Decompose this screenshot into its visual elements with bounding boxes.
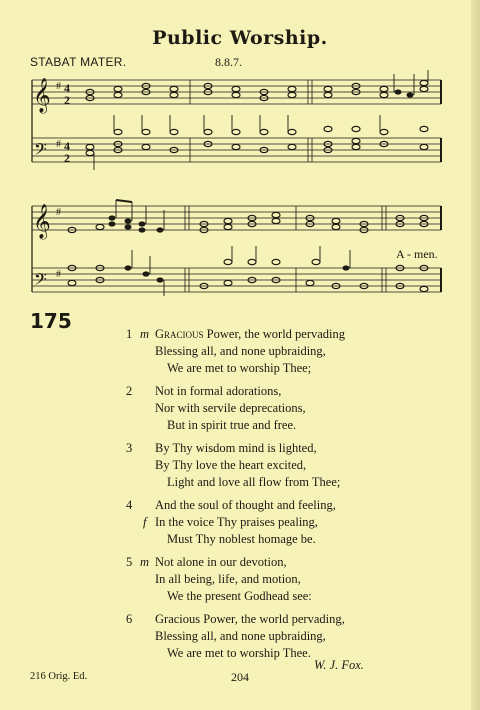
verse-1-dynamic: m bbox=[140, 327, 150, 341]
svg-text:𝄞: 𝄞 bbox=[33, 204, 51, 239]
verse-4-line-1: And the soul of thought and feeling, bbox=[155, 498, 336, 512]
verse-1-line-1: Gracious Power, the world pervading bbox=[155, 327, 346, 341]
page-header: Public Worship. bbox=[152, 27, 328, 49]
verse-5-line-3: We the present Godhead see: bbox=[167, 589, 312, 603]
verse-4-line-3: Must Thy noblest homage be. bbox=[167, 532, 316, 546]
verse-1-number: 1 bbox=[126, 327, 133, 341]
verse-2-line-2: Nor with servile deprecations, bbox=[155, 401, 306, 415]
verse-2-line-3: But in spirit true and free. bbox=[167, 418, 297, 432]
verse-5-dynamic: m bbox=[140, 555, 150, 569]
edition-note: 216 Orig. Ed. bbox=[30, 671, 88, 682]
verse-4-number: 4 bbox=[126, 498, 133, 512]
svg-text:2: 2 bbox=[64, 93, 70, 107]
verse-6-line-2: Blessing all, and none upbraiding, bbox=[155, 629, 326, 643]
verse-6-line-3: We are met to worship Thee. bbox=[167, 646, 311, 660]
verse-4-line-2: In the voice Thy praises pealing, bbox=[155, 515, 318, 529]
verse-5-line-2: In all being, life, and motion, bbox=[155, 572, 301, 586]
tune-meter: 8.8.7. bbox=[215, 55, 242, 69]
svg-text:𝄢: 𝄢 bbox=[34, 139, 47, 163]
music-system-1 bbox=[0, 70, 480, 182]
verse-2-number: 2 bbox=[126, 384, 133, 398]
verse-5-number: 5 bbox=[126, 555, 133, 569]
hymn-number: 175 bbox=[30, 309, 72, 333]
verse-3-line-2: By Thy love the heart excited, bbox=[155, 458, 307, 472]
svg-text:𝄢: 𝄢 bbox=[34, 269, 47, 293]
amen-label: A - men. bbox=[396, 247, 438, 261]
svg-text:4: 4 bbox=[64, 139, 70, 153]
verse-6-number: 6 bbox=[126, 612, 133, 626]
page-number: 204 bbox=[231, 670, 249, 684]
verse-1-line-3: We are met to worship Thee; bbox=[167, 361, 312, 375]
verse-2-line-1: Not in formal adorations, bbox=[155, 384, 282, 398]
svg-text:2: 2 bbox=[64, 151, 70, 165]
verse-5-line-1: Not alone in our devotion, bbox=[155, 555, 287, 569]
svg-text:#: # bbox=[56, 81, 61, 92]
svg-text:4: 4 bbox=[64, 81, 70, 95]
svg-text:#: # bbox=[56, 207, 61, 218]
svg-text:#: # bbox=[56, 139, 61, 150]
verse-6-line-1: Gracious Power, the world pervading, bbox=[155, 612, 345, 626]
svg-text:#: # bbox=[56, 269, 61, 280]
verse-3-line-3: Light and love all flow from Thee; bbox=[167, 475, 341, 489]
tune-name: STABAT MATER. bbox=[30, 55, 127, 69]
verse-3-number: 3 bbox=[126, 441, 133, 455]
svg-text:𝄞: 𝄞 bbox=[33, 78, 51, 113]
verse-4-dynamic: f bbox=[143, 515, 147, 529]
verse-3-line-1: By Thy wisdom mind is lighted, bbox=[155, 441, 317, 455]
verse-1-line-2: Blessing all, and none upbraiding, bbox=[155, 344, 326, 358]
hymn-author: W. J. Fox. bbox=[314, 658, 364, 672]
